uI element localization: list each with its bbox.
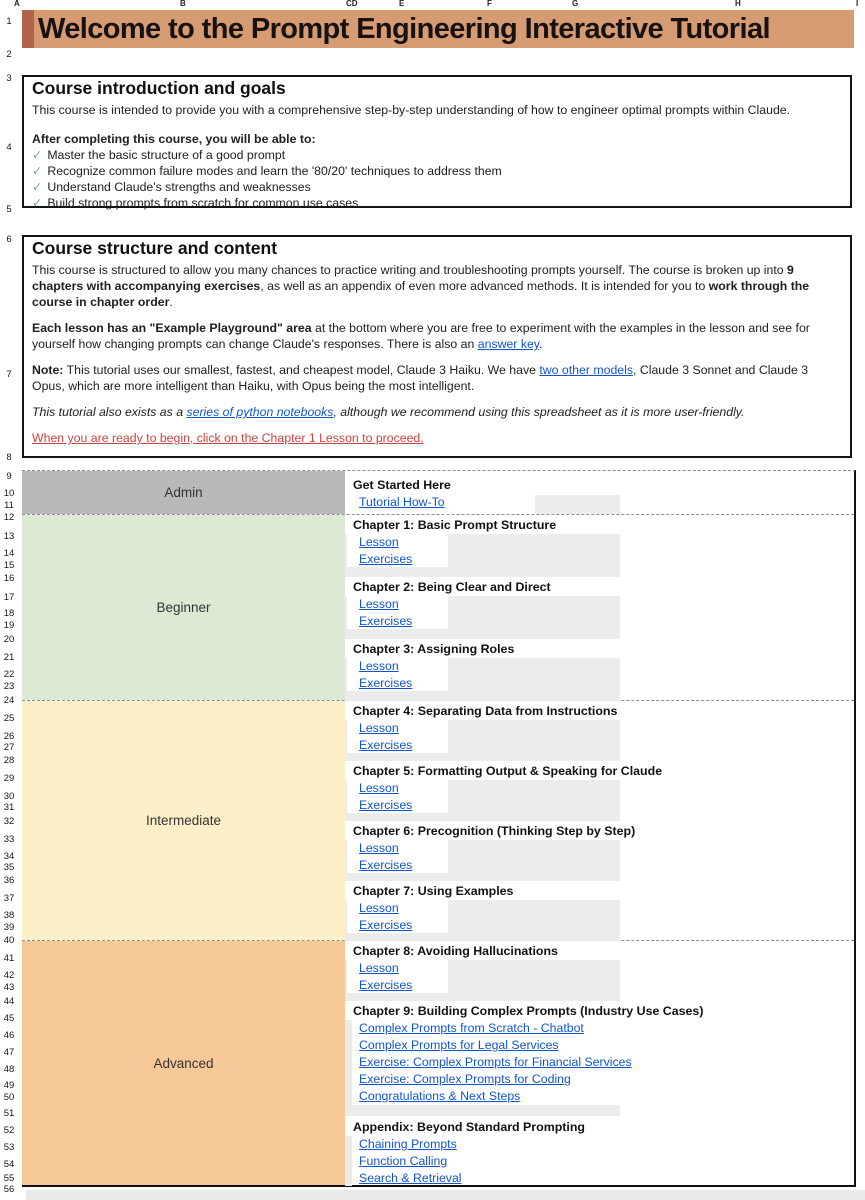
intro-heading: Course introduction and goals <box>32 78 286 98</box>
exercises-link[interactable]: Exercises <box>359 614 413 628</box>
link-row <box>345 900 854 917</box>
row-header-26[interactable]: 26 <box>3 731 15 742</box>
column-headers <box>0 0 865 10</box>
chapter-title: Chapter 9: Building Complex Prompts (Industry Use Cases) <box>353 1004 704 1018</box>
link-row <box>345 658 854 675</box>
link-row <box>345 960 854 977</box>
chapter-block <box>345 639 854 701</box>
row-header-52[interactable]: 52 <box>3 1125 15 1136</box>
chapter-title: Chapter 1: Basic Prompt Structure <box>353 518 557 532</box>
row-header-20[interactable]: 20 <box>3 634 15 645</box>
lesson-link[interactable]: Lesson <box>359 781 399 795</box>
exercises-link[interactable]: Exercises <box>359 676 413 690</box>
row-header-38[interactable]: 38 <box>3 910 15 921</box>
title-banner <box>22 10 854 48</box>
link-row <box>345 675 854 692</box>
text-run: . <box>169 295 173 309</box>
row-header-2[interactable]: 2 <box>6 49 12 60</box>
column-header-f[interactable]: F <box>487 0 492 8</box>
row-header-42[interactable]: 42 <box>3 970 15 981</box>
structure-paragraph <box>32 362 842 394</box>
text-run: , although we recommend using this spreadsheet as it is more user-friendly. <box>333 405 745 419</box>
check-icon: ✓ <box>32 180 43 194</box>
row-header-25[interactable]: 25 <box>3 713 15 724</box>
link-row <box>345 1020 854 1037</box>
row-header-41[interactable]: 41 <box>3 953 15 964</box>
bottom-gray-strip <box>26 1190 865 1200</box>
row-header-34[interactable]: 34 <box>3 851 15 862</box>
row-number-gutter <box>0 0 20 1200</box>
row-header-37[interactable]: 37 <box>3 893 15 904</box>
link-row <box>345 534 854 551</box>
goal-item <box>32 147 842 163</box>
chapter-title: Chapter 8: Avoiding Hallucinations <box>353 944 558 958</box>
goals-list <box>24 147 850 211</box>
text-run: This course is structured to allow you many chances to practice writing and troubleshooting prompts yourself. The course is broken up into <box>32 263 788 277</box>
course-structure-box <box>22 235 852 458</box>
link-row <box>345 596 854 613</box>
row-header-31[interactable]: 31 <box>3 802 15 813</box>
text-run: at the bottom where you are free to experiment with the examples in the lesson and see for yourself how changing prompts can change Claude's responses. There is also an <box>32 321 810 351</box>
chapter-title: Chapter 7: Using Examples <box>353 884 514 898</box>
exercise-complex-prompts-for-coding-link[interactable]: Exercise: Complex Prompts for Coding <box>359 1072 571 1086</box>
row-header-9[interactable]: 9 <box>6 471 12 482</box>
row-header-24[interactable]: 24 <box>3 695 15 706</box>
gray-cell-area <box>345 1105 620 1116</box>
row-header-40[interactable]: 40 <box>3 935 15 946</box>
section-intermediate <box>22 700 854 940</box>
row-header-19[interactable]: 19 <box>3 620 15 631</box>
structure-paragraph <box>32 430 842 446</box>
row-header-1[interactable]: 1 <box>6 16 12 27</box>
row-header-12[interactable]: 12 <box>3 512 15 523</box>
goal-item <box>32 163 842 179</box>
category-band-intermediate: Intermediate <box>22 701 345 940</box>
title-banner-accent-strip <box>22 10 34 48</box>
row-header-4[interactable]: 4 <box>6 142 12 153</box>
row-header-32[interactable]: 32 <box>3 816 15 827</box>
check-icon: ✓ <box>32 148 43 162</box>
chapter-title: Chapter 3: Assigning Roles <box>353 642 515 656</box>
chapter-title: Chapter 4: Separating Data from Instructions <box>353 704 618 718</box>
link-row <box>345 917 854 934</box>
row-header-50[interactable]: 50 <box>3 1092 15 1103</box>
link-row <box>345 1054 854 1071</box>
row-header-6[interactable]: 6 <box>6 234 12 245</box>
inline-link[interactable]: two other models <box>539 363 634 377</box>
lesson-link[interactable]: Lesson <box>359 901 399 915</box>
goal-item <box>32 179 842 195</box>
row-header-43[interactable]: 43 <box>3 982 15 993</box>
link-row <box>345 737 854 754</box>
section-advanced <box>22 940 854 1185</box>
exercises-link[interactable]: Exercises <box>359 978 413 992</box>
chapter-title: Chapter 2: Being Clear and Direct <box>353 580 551 594</box>
chapter-block <box>345 577 854 639</box>
text-run: This tutorial also exists as a <box>32 405 187 419</box>
category-band-beginner: Beginner <box>22 515 345 700</box>
link-row <box>345 1071 854 1088</box>
exercises-link[interactable]: Exercises <box>359 738 413 752</box>
row-header-54[interactable]: 54 <box>3 1159 15 1170</box>
row-header-18[interactable]: 18 <box>3 608 15 619</box>
chapter-block <box>345 821 854 881</box>
row-header-29[interactable]: 29 <box>3 773 15 784</box>
link-row <box>345 551 854 568</box>
goal-text: Build strong prompts from scratch for common use cases <box>47 196 359 210</box>
column-header-a[interactable]: A <box>14 0 20 8</box>
section-content <box>345 701 854 940</box>
row-header-21[interactable]: 21 <box>3 652 15 663</box>
structure-paragraph <box>32 320 842 352</box>
goal-text: Understand Claude's strengths and weaknesses <box>47 180 311 194</box>
row-header-45[interactable]: 45 <box>3 1013 15 1024</box>
row-header-14[interactable]: 14 <box>3 548 15 559</box>
chapter-block <box>345 515 854 577</box>
chapter-block <box>345 701 854 761</box>
row-header-47[interactable]: 47 <box>3 1047 15 1058</box>
section-content <box>345 471 854 514</box>
chaining-prompts-link[interactable]: Chaining Prompts <box>359 1137 457 1151</box>
page-title: Welcome to the Prompt Engineering Interactive Tutorial <box>38 13 770 45</box>
row-header-39[interactable]: 39 <box>3 922 15 933</box>
category-band-advanced: Advanced <box>22 941 345 1185</box>
lesson-link[interactable]: Lesson <box>359 841 399 855</box>
tutorial-how-to-link[interactable]: Tutorial How-To <box>359 495 445 509</box>
text-run: work through the course in chapter order <box>32 279 810 309</box>
exercises-link[interactable]: Exercises <box>359 798 413 812</box>
link-row <box>345 780 854 797</box>
section-beginner <box>22 514 854 700</box>
chapter-title: Chapter 6: Precognition (Thinking Step by Step) <box>353 824 636 838</box>
row-header-49[interactable]: 49 <box>3 1080 15 1091</box>
row-header-8[interactable]: 8 <box>6 452 12 463</box>
link-row <box>345 1136 854 1153</box>
row-header-35[interactable]: 35 <box>3 862 15 873</box>
row-header-28[interactable]: 28 <box>3 755 15 766</box>
row-header-27[interactable]: 27 <box>3 742 15 753</box>
inline-link[interactable]: series of python notebooks <box>186 405 334 419</box>
section-admin <box>22 471 854 514</box>
chapter-block <box>345 761 854 821</box>
row-header-56[interactable]: 56 <box>3 1184 15 1195</box>
lesson-link[interactable]: Lesson <box>359 535 399 549</box>
section-content <box>345 941 854 1185</box>
row-header-15[interactable]: 15 <box>3 560 15 571</box>
goal-text: Master the basic structure of a good prompt <box>47 148 286 162</box>
lesson-link[interactable]: Lesson <box>359 659 399 673</box>
intro-description: This course is intended to provide you with a comprehensive step-by-step understanding of how to engineer optimal prompts within Claude. <box>32 103 791 117</box>
complex-prompts-from-scratch-chatbot-link[interactable]: Complex Prompts from Scratch - Chatbot <box>359 1021 584 1035</box>
chapter-block <box>345 471 854 514</box>
category-band-admin: Admin <box>22 471 345 514</box>
row-header-11[interactable]: 11 <box>4 500 14 511</box>
inline-link[interactable]: answer key <box>477 337 540 351</box>
row-header-46[interactable]: 46 <box>3 1030 15 1041</box>
exercises-link[interactable]: Exercises <box>359 858 413 872</box>
text-run: . <box>539 337 543 351</box>
row-header-48[interactable]: 48 <box>3 1064 15 1075</box>
row-header-22[interactable]: 22 <box>3 669 15 680</box>
goal-item <box>32 195 842 211</box>
column-header-h[interactable]: H <box>735 0 741 8</box>
chapter-block <box>345 881 854 941</box>
exercises-link[interactable]: Exercises <box>359 918 413 932</box>
link-row <box>345 977 854 994</box>
text-run: , Claude 3 Sonnet and Claude 3 Opus, which are more intelligent than Haiku, with Opus being the most intelligent. <box>32 363 809 393</box>
row-header-13[interactable]: 13 <box>3 531 15 542</box>
row-header-10[interactable]: 10 <box>3 488 15 499</box>
function-calling-link[interactable]: Function Calling <box>359 1154 448 1168</box>
row-header-3[interactable]: 3 <box>6 73 12 84</box>
chapter-block <box>345 1117 854 1186</box>
row-header-5[interactable]: 5 <box>6 204 12 215</box>
lesson-link[interactable]: Lesson <box>359 961 399 975</box>
row-header-53[interactable]: 53 <box>3 1142 15 1153</box>
check-icon: ✓ <box>32 164 43 178</box>
complex-prompts-for-legal-services-link[interactable]: Complex Prompts for Legal Services <box>359 1038 559 1052</box>
structure-paragraph <box>32 404 842 420</box>
intro-goals-lead: After completing this course, you will be able to: <box>32 132 316 146</box>
lesson-link[interactable]: Lesson <box>359 721 399 735</box>
structure-paragraph <box>32 262 842 310</box>
row-header-23[interactable]: 23 <box>3 681 15 692</box>
search-retrieval-link[interactable]: Search & Retrieval <box>359 1171 462 1185</box>
column-header-b[interactable]: B <box>180 0 186 8</box>
chapter-block <box>345 1001 854 1117</box>
column-header-e[interactable]: E <box>399 0 405 8</box>
chapter-title: Appendix: Beyond Standard Prompting <box>353 1120 585 1134</box>
row-header-30[interactable]: 30 <box>3 791 15 802</box>
link-row <box>345 1170 854 1187</box>
structure-heading: Course structure and content <box>32 238 278 258</box>
link-row <box>345 840 854 857</box>
structure-paragraphs <box>24 262 850 446</box>
row-header-17[interactable]: 17 <box>3 592 15 603</box>
row-header-44[interactable]: 44 <box>3 996 15 1007</box>
link-row <box>345 494 854 511</box>
link-row <box>345 1088 854 1105</box>
lesson-link[interactable]: Lesson <box>359 597 399 611</box>
row-header-51[interactable]: 51 <box>3 1108 15 1119</box>
exercise-complex-prompts-for-financial-services-link[interactable]: Exercise: Complex Prompts for Financial Services <box>359 1055 632 1069</box>
chapter-block <box>345 941 854 1001</box>
row-header-55[interactable]: 55 <box>3 1173 15 1184</box>
check-icon: ✓ <box>32 196 43 210</box>
course-intro-box <box>22 75 852 208</box>
link-row <box>345 797 854 814</box>
text-run: This tutorial uses our smallest, fastest, and cheapest model, Claude 3 Haiku. We have <box>63 363 540 377</box>
link-row <box>345 857 854 874</box>
column-header-g[interactable]: G <box>572 0 579 8</box>
text-run: Each lesson has an "Example Playground" area <box>32 321 312 335</box>
exercises-link[interactable]: Exercises <box>359 552 413 566</box>
row-header-7[interactable]: 7 <box>6 369 12 380</box>
chapter-title: Chapter 5: Formatting Output & Speaking for Claude <box>353 764 663 778</box>
link-row <box>345 1153 854 1170</box>
text-run: 9 chapters with accompanying exercises <box>32 263 794 293</box>
link-row <box>345 1037 854 1054</box>
chapter-title: Get Started Here <box>353 478 451 492</box>
begin-instruction-text: When you are ready to begin, click on the Chapter 1 Lesson to proceed. <box>32 431 424 445</box>
row-header-36[interactable]: 36 <box>3 875 15 886</box>
row-header-33[interactable]: 33 <box>3 834 15 845</box>
course-table <box>22 470 856 1187</box>
congratulations-next-steps-link[interactable]: Congratulations & Next Steps <box>359 1089 521 1103</box>
column-header-i[interactable]: I <box>856 0 859 8</box>
goal-text: Recognize common failure modes and learn the '80/20' techniques to address them <box>47 164 502 178</box>
column-header-cd[interactable]: CD <box>346 0 358 8</box>
text-run: Note: <box>32 363 64 377</box>
text-run: , as well as an appendix of even more advanced methods. It is intended for you to <box>260 279 709 293</box>
link-row <box>345 613 854 630</box>
row-header-16[interactable]: 16 <box>3 573 15 584</box>
section-content <box>345 515 854 700</box>
link-row <box>345 720 854 737</box>
